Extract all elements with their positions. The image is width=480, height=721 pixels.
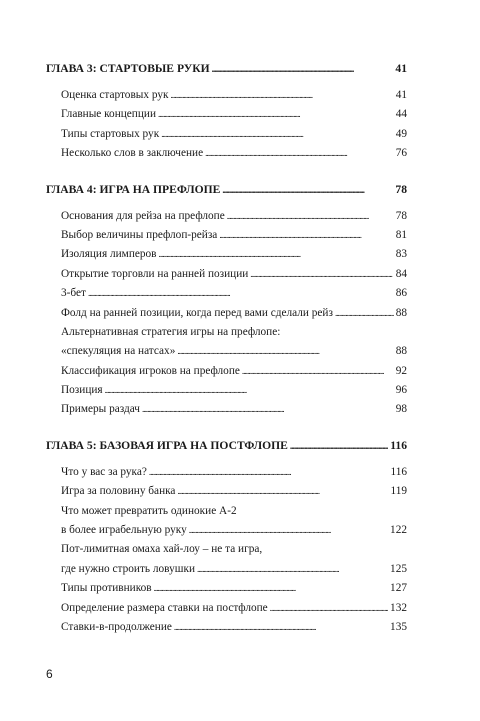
chapter-heading-page-number: 78	[395, 182, 407, 196]
toc-entry-title: Примеры раздач	[61, 403, 140, 416]
toc-entry-title: Выбор величины префлоп-рейза	[61, 228, 218, 241]
dot-leader	[174, 621, 388, 633]
toc-entry-page-number: 81	[395, 228, 407, 241]
toc-entry	[46, 128, 407, 147]
toc-entry	[46, 466, 407, 485]
toc-entry-title: Типы противников	[61, 582, 152, 595]
toc-entry-title: Позиция	[61, 384, 103, 397]
toc-entry	[46, 384, 407, 403]
toc-entry	[46, 307, 407, 326]
toc-entry-line-title: Пот-лимитная омаха хай-лоу – не та игра,	[61, 543, 263, 556]
toc-entry-title: Изоляция лимперов	[61, 248, 157, 261]
toc-entry-title: 3-бет	[61, 287, 86, 300]
toc-entry-page-number: 88	[395, 345, 407, 358]
toc-entry	[46, 89, 407, 108]
dot-leader	[177, 345, 393, 357]
toc-entry	[46, 210, 407, 229]
dot-leader	[250, 268, 393, 280]
toc-entry	[46, 108, 407, 127]
dot-leader	[189, 524, 388, 536]
toc-entry-title: Что у вас за рука?	[61, 465, 147, 478]
dot-leader	[227, 210, 394, 222]
toc-entry-title: Фолд на ранней позиции, когда перед вами сделали рейз	[61, 306, 333, 319]
toc-entry-page-number: 92	[395, 364, 407, 377]
dot-leader	[270, 602, 388, 614]
toc-entry	[46, 621, 407, 640]
toc-entry-page-number: 127	[390, 582, 407, 595]
toc-entry-page-number: 49	[395, 127, 407, 140]
dot-leader	[290, 439, 388, 452]
toc-entry-title: Классификация игроков на префлопе	[61, 364, 240, 377]
dot-leader	[335, 307, 394, 319]
toc-entry-page-number: 125	[390, 562, 407, 575]
toc-entry-page-number: 96	[395, 384, 407, 397]
chapter-heading	[46, 439, 407, 460]
toc-entry-page-number: 119	[390, 485, 407, 498]
toc-entry-title: Ставки-в-продолжение	[61, 620, 172, 633]
toc-entry-title: в более играбельную руку	[61, 524, 187, 537]
toc-entry	[46, 287, 407, 306]
toc-entry-page-number: 83	[395, 248, 407, 261]
toc-entry-line	[46, 505, 407, 524]
toc-entry-title: Оценка стартовых рук	[61, 89, 169, 101]
chapter-heading	[46, 62, 407, 83]
dot-leader	[171, 89, 394, 101]
page-number: 6	[46, 667, 53, 681]
toc-entry-line-title: Альтернативная стратегия игры на префлопе:	[61, 325, 281, 338]
toc-entry	[46, 582, 407, 601]
chapter-heading-page-number: 116	[390, 438, 407, 452]
toc-entry-title: Определение размера ставки на постфлопе	[61, 601, 268, 614]
toc-entry-title: Типы стартовых рук	[61, 127, 160, 140]
toc-entry	[46, 563, 407, 582]
toc-entry	[46, 147, 407, 166]
toc-entry	[46, 403, 407, 422]
dot-leader	[222, 183, 393, 196]
dot-leader	[212, 62, 394, 75]
toc-entry-page-number: 122	[390, 524, 407, 537]
toc-entry-line	[46, 543, 407, 562]
dot-leader	[149, 466, 389, 478]
chapter-heading-title: ГЛАВА 3: СТАРТОВЫЕ РУКИ	[46, 62, 210, 75]
dot-leader	[142, 403, 394, 415]
toc-entry-page-number: 135	[390, 620, 407, 633]
dot-leader	[154, 582, 388, 594]
toc-entry	[46, 602, 407, 621]
toc-entry-page-number: 41	[395, 89, 407, 101]
toc-entry-line	[46, 326, 407, 345]
dot-leader	[177, 485, 388, 497]
dot-leader	[205, 147, 394, 159]
toc-entry-title: Несколько слов в заключение	[61, 147, 204, 160]
toc-entry-title: Основания для рейза на префлопе	[61, 209, 225, 222]
dot-leader	[197, 563, 388, 575]
toc-entry-title: Игра за половину банка	[61, 485, 176, 498]
toc-entry-page-number: 76	[395, 147, 407, 160]
dot-leader	[158, 108, 394, 120]
toc-entry-page-number: 78	[395, 209, 407, 222]
toc-entry-page-number: 88	[395, 306, 407, 319]
toc-entry	[46, 345, 407, 364]
chapter-heading	[46, 183, 407, 204]
chapter-heading-title: ГЛАВА 4: ИГРА НА ПРЕФЛОПЕ	[46, 182, 221, 196]
toc-entry	[46, 248, 407, 267]
toc-entry-page-number: 86	[395, 287, 407, 300]
toc-entry-page-number: 132	[390, 601, 407, 614]
toc-entry-page-number: 98	[395, 403, 407, 416]
toc-entry-line-title: Что может превратить одинокие А-2	[61, 504, 237, 517]
dot-leader	[105, 384, 394, 396]
table-of-contents	[46, 62, 407, 640]
toc-entry	[46, 485, 407, 504]
toc-entry	[46, 268, 407, 287]
dot-leader	[219, 229, 393, 241]
toc-entry	[46, 229, 407, 248]
chapter-heading-title: ГЛАВА 5: БАЗОВАЯ ИГРА НА ПОСТФЛОПЕ	[46, 438, 288, 452]
toc-entry-page-number: 44	[395, 108, 407, 121]
dot-leader	[161, 128, 394, 140]
dot-leader	[159, 248, 394, 260]
toc-entry	[46, 524, 407, 543]
dot-leader	[88, 287, 394, 299]
toc-entry-page-number: 84	[395, 267, 407, 280]
toc-entry-page-number: 116	[390, 465, 407, 478]
toc-entry-title: «спекуляция на натсах»	[61, 345, 176, 358]
toc-entry-title: Открытие торговли на ранней позиции	[61, 267, 249, 280]
dot-leader	[242, 365, 394, 377]
chapter-heading-page-number: 41	[395, 62, 407, 75]
toc-entry	[46, 365, 407, 384]
toc-entry-title: Главные концепции	[61, 108, 156, 121]
toc-entry-title: где нужно строить ловушки	[61, 562, 195, 575]
